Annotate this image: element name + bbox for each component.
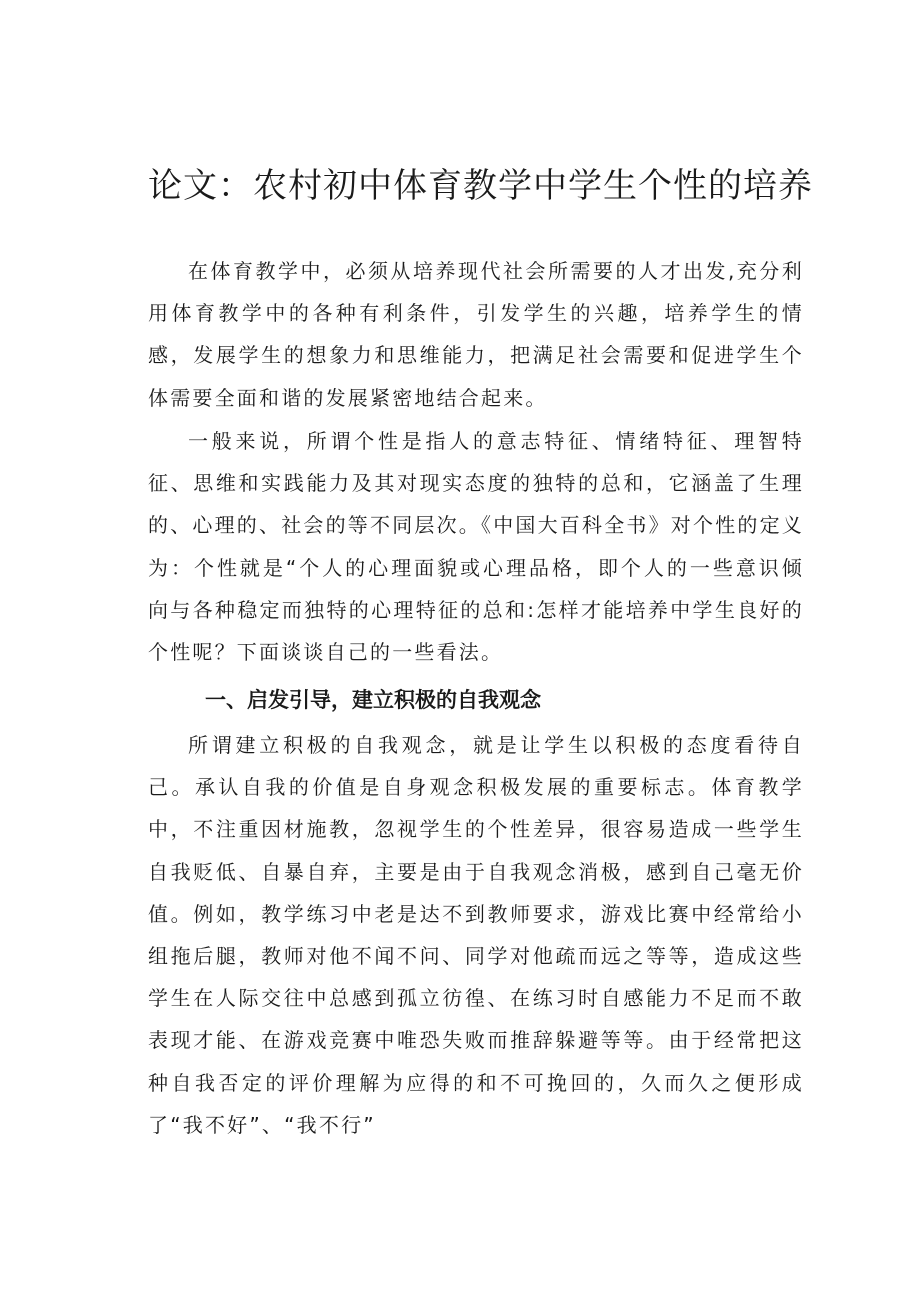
document-title: 论文：农村初中体育教学中学生个性的培养 xyxy=(148,166,813,206)
section-paragraph: 所谓建立积极的自我观念，就是让学生以积极的态度看待自己。承认自我的价值是自身观念积极发展的重要标志。体育教学中，不注重因材施教，忽视学生的个性差异，很容易造成一些学生自我贬低、自暴自弃，主要是由于自我观念消极，感到自己毫无价值。例如，教学练习中老是达不到教师要求，游戏比赛中经常给小组拖后腿，教师对他不闻不问、同学对他疏而远之等等，造成这些学生在人际交往中总感到孤立彷徨、在练习时自感能力不足而不敢表现才能、在游戏竞赛中唯恐失败而推辞躲避等等。由于经常把这种自我否定的评价理解为应得的和不可挽回的，久而久之便形成了“我不好”、“我不行” xyxy=(148,733,804,1137)
section-heading: 一、启发引导，建立积极的自我观念 xyxy=(205,688,541,712)
intro-paragraph: 在体育教学中，必须从培养现代社会所需要的人才出发,充分利用体育教学中的各种有利条件，引发学生的兴趣，培养学生的情感，发展学生的想象力和思维能力，把满足社会需要和促进学生个体需要全面和谐的发展紧密地结合起来。 xyxy=(148,259,804,410)
personality-definition-paragraph: 一般来说，所谓个性是指人的意志特征、情绪特征、理智特征、思维和实践能力及其对现实态度的独特的总和，它涵盖了生理的、心理的、社会的等不同层次。《中国大百科全书》对个性的定义为：个性就是“个人的心理面貌或心理品格，即个人的一些意识倾向与各种稳定而独特的心理特征的总和:怎样才能培养中学生良好的个性呢？下面谈谈自己的一些看法。 xyxy=(148,429,804,665)
